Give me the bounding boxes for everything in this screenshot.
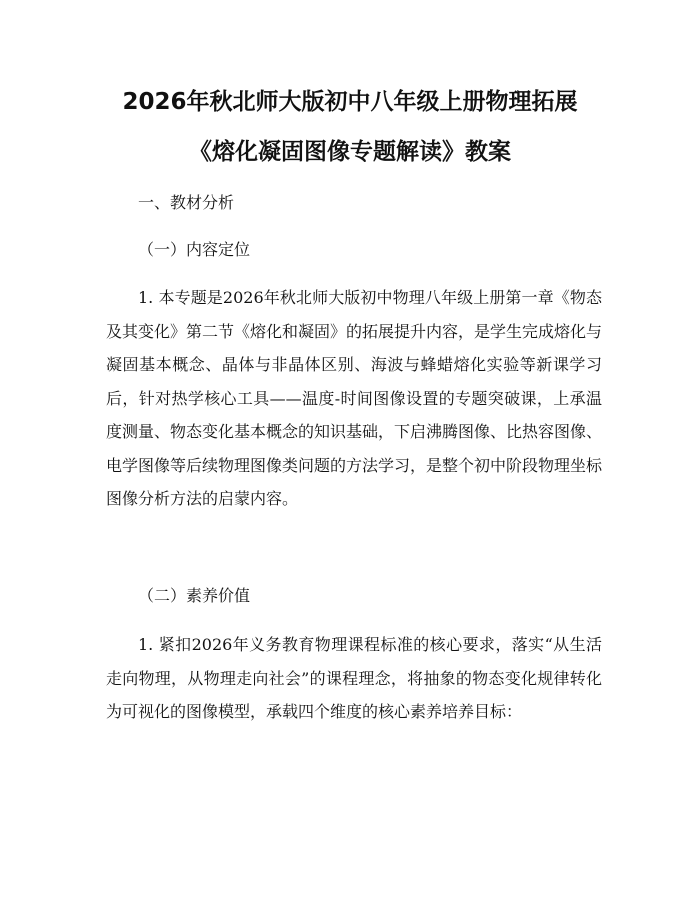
paragraph-content-positioning: 1. 本专题是2026年秋北师大版初中物理八年级上册第一章《物态及其变化》第二节《熔化和凝固》的拓展提升内容，是学生完成熔化与凝固基本概念、晶体与非晶体区别、海波与蜂蜡熔化实验等新课学习后，针对热学核心工具——温度-时间图像设置的专题突破课，上承温度测量、物态变化基本概念的知识基础，下启沸腾图像、比热容图像、电学图像等后续物理图像类问题的方法学习，是整个初中阶段物理坐标图像分析方法的启蒙内容。 bbox=[106, 288, 603, 508]
subsection-heading-content-positioning: （一）内容定位 bbox=[138, 240, 251, 259]
document-title-line-1: 2026年秋北师大版初中八年级上册物理拓展 bbox=[122, 89, 578, 115]
paragraph-literacy-value: 1. 紧扣2026年义务教育物理课程标准的核心要求，落实“从生活走向物理，从物理走向社会”的课程理念，将抽象的物态变化规律转化为可视化的图像模型，承载四个维度的核心素养培养目标： bbox=[106, 635, 602, 721]
subsection-heading-literacy-value: （二）素养价值 bbox=[138, 586, 251, 605]
section-heading-textbook-analysis: 一、教材分析 bbox=[138, 193, 235, 212]
document-title-line-2: 《熔化凝固图像专题解读》教案 bbox=[189, 139, 511, 165]
